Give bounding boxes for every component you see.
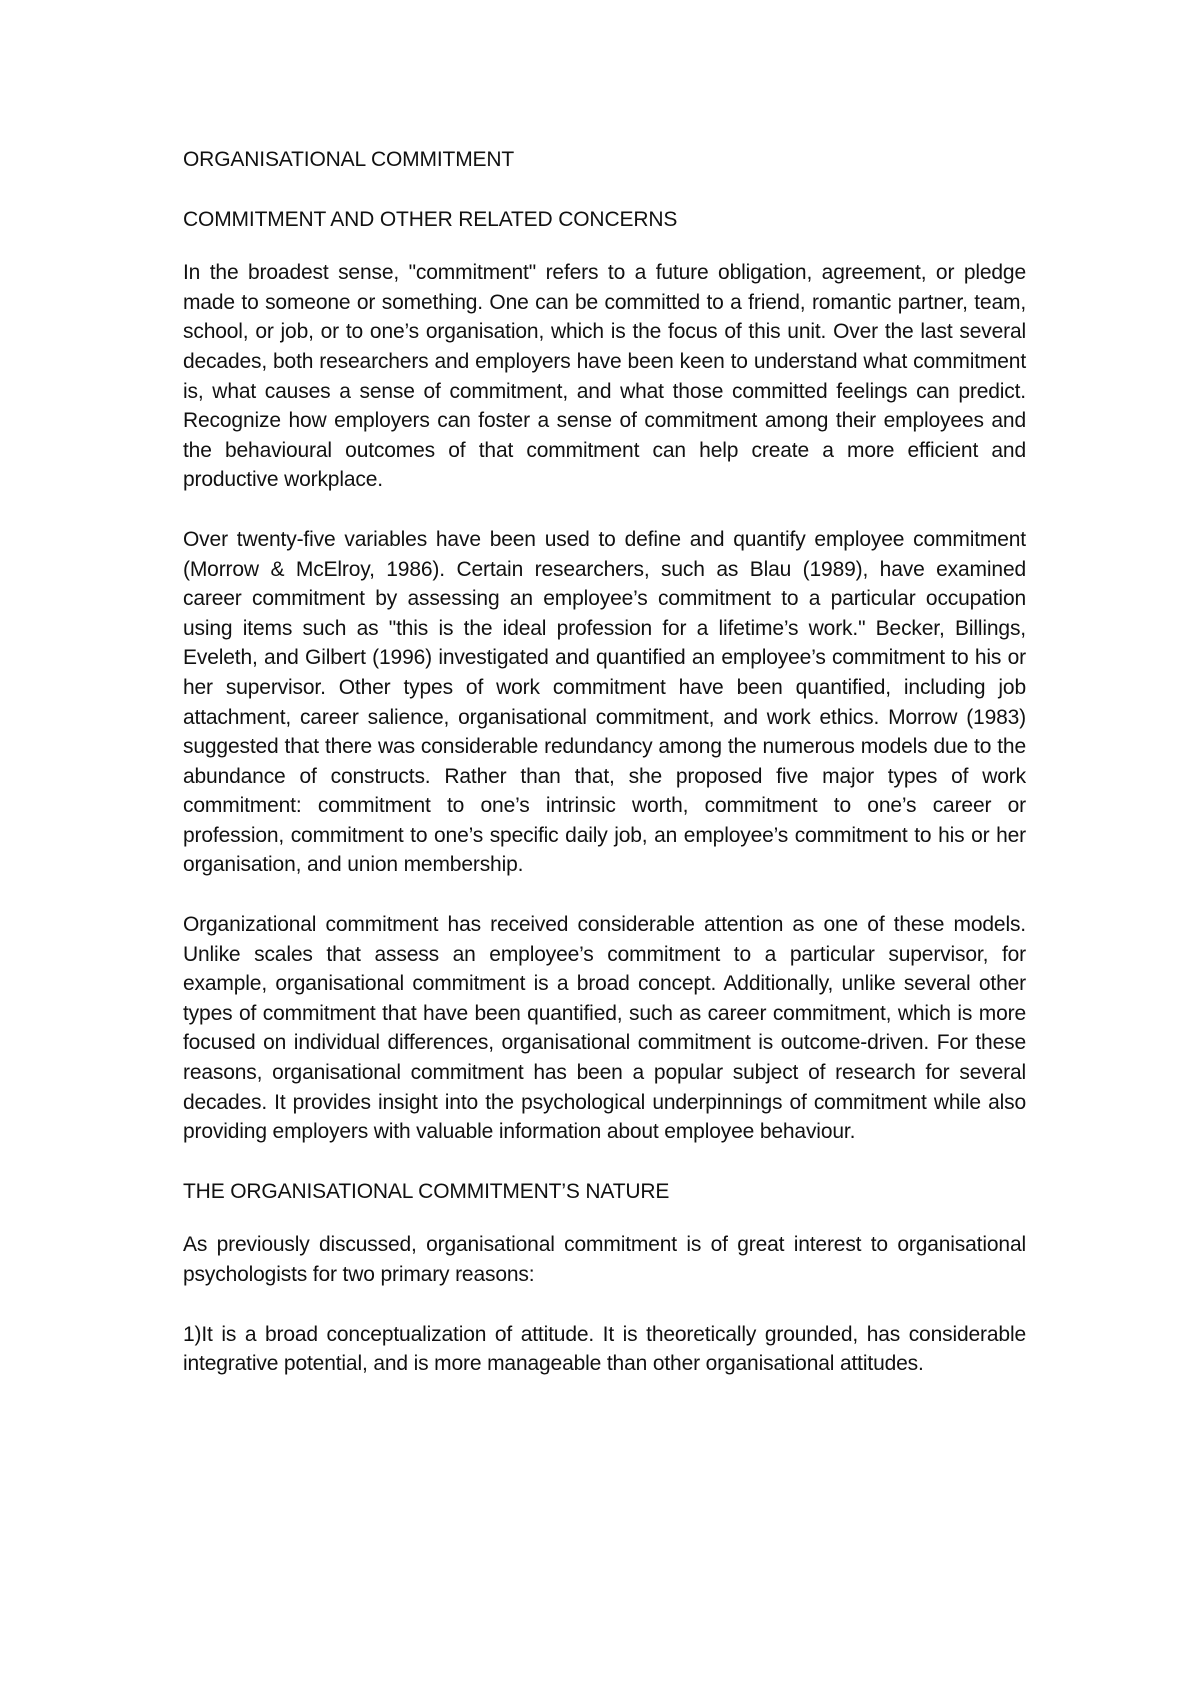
section-heading-related-concerns: COMMITMENT AND OTHER RELATED CONCERNS [183,207,678,231]
paragraph-two-reasons-intro: As previously discussed, organisational commitment is of great interest to organisational psychologists for two primary reasons: [183,1233,1026,1286]
paragraph-reason-one: 1)It is a broad conceptualization of attitude. It is theoretically grounded, has considerable integrative potential, and is more manageable than other organisational attitudes. [183,1322,1026,1376]
document-page [183,145,1026,1379]
paragraph-organizational-commitment: Organizational commitment has received considerable attention as one of these models. Unlike scales that assess an employee’s commitment to a particular supervisor, for example, organisational commitment is a broad concept. Additionally, unlike several other types of commitment that have been quantified, such as career commitment, which is more focused on individual differences, organisational commitment is outcome-driven. For these reasons, organisational commitment has been a popular subject of research for several decades. It provides insight into the psychological underpinnings of commitment while also providing employers with valuable information about employee behaviour. [183,913,1026,1144]
document-title: ORGANISATIONAL COMMITMENT [183,148,515,171]
section-heading-nature: THE ORGANISATIONAL COMMITMENT’S NATURE [183,1179,670,1203]
paragraph-commitment-variables: Over twenty-five variables have been used to define and quantify employee commitment (Morrow & McElroy, 1986). Certain researchers, such as Blau (1989), have examined career commitment by assessing an employee’s commitment to a particular occupation using items such as "this is the ideal profession for a lifetime’s work." Becker, Billings, Eveleth, and Gilbert (1996) investigated and quantified an employee’s commitment to his or her supervisor. Other types of work commitment have been quantified, including job attachment, career salience, organisational commitment, and work ethics. Morrow (1983) suggested that there was considerable redundancy among the numerous models due to the abundance of constructs. Rather than that, she proposed five major types of work commitment: commitment to one’s intrinsic worth, commitment to one’s career or profession, commitment to one’s specific daily job, an employee’s commitment to his or her organisation, and union membership. [183,527,1026,877]
paragraph-commitment-definition: In the broadest sense, "commitment" refers to a future obligation, agreement, or pledge made to someone or something. One can be committed to a friend, romantic partner, team, school, or job, or to one’s organisation, which is the focus of this unit. Over the last several decades, both researchers and employers have been keen to understand what commitment is, what causes a sense of commitment, and what those committed feelings can predict. Recognize how employers can foster a sense of commitment among their employees and the behavioural outcomes of that commitment can help create a more efficient and productive workplace. [183,261,1026,492]
